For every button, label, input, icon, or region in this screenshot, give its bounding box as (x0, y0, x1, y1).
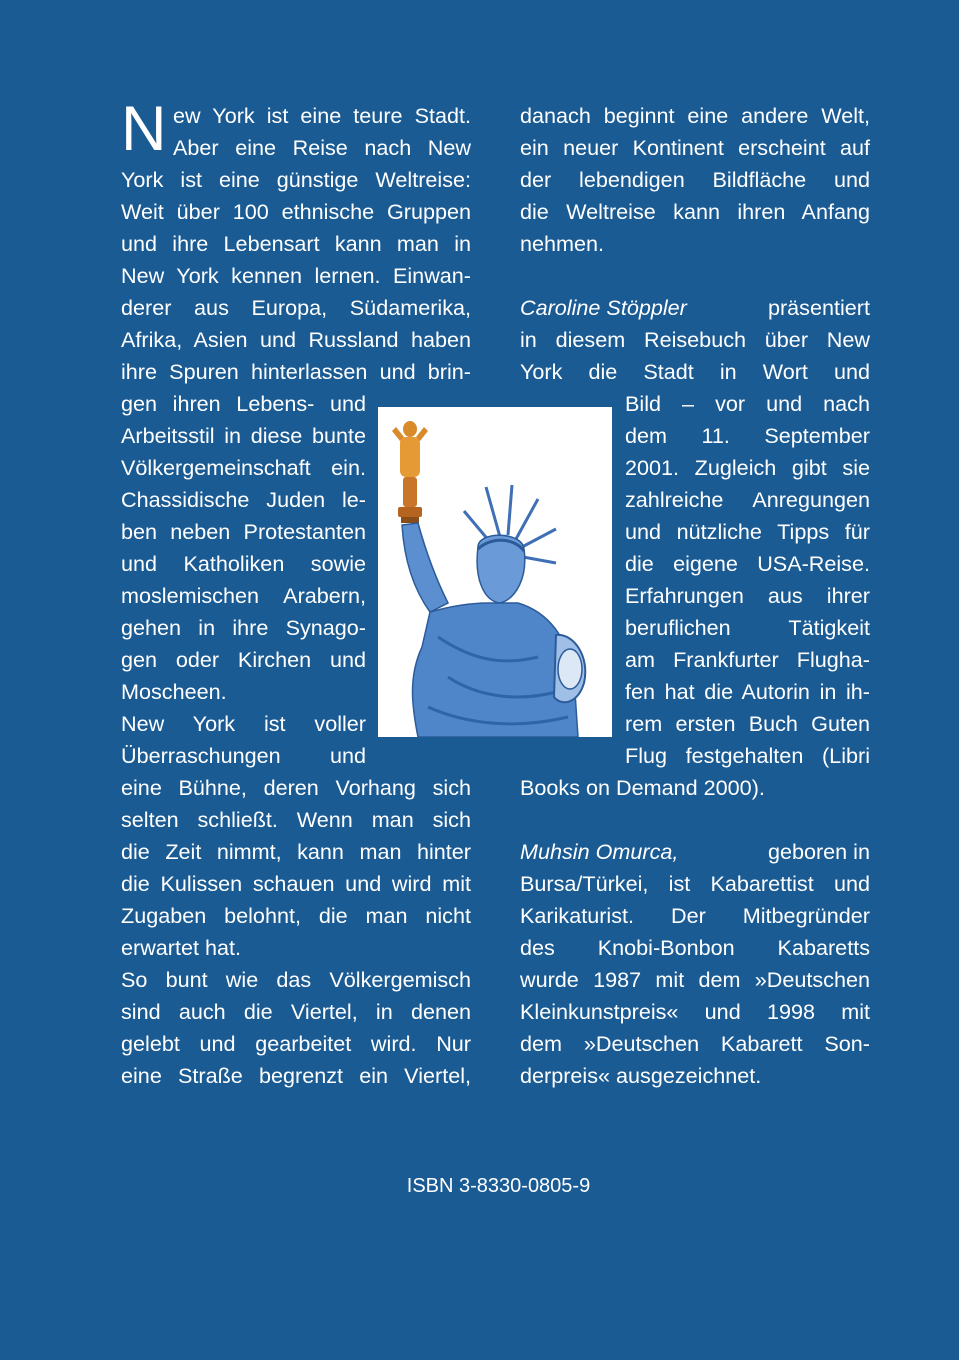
text-line: gen oder Kirchen und (121, 647, 366, 672)
text-line: Afrika, Asien und Russland haben (121, 327, 471, 352)
text-line: Moscheen. (121, 679, 227, 704)
text-line: derpreis« ausgezeichnet. (520, 1063, 762, 1088)
text-line: die Zeit nimmt, kann man hinter (121, 839, 471, 864)
text-line: Flug festgehalten (Libri (625, 743, 870, 768)
text-line: und ihre Lebensart kann man in (121, 231, 471, 256)
text-line: New York kennen lernen. Einwan- (121, 263, 471, 288)
text-line: Karikaturist. Der Mitbegründer (520, 903, 870, 928)
text-line: eine Straße begrenzt ein Viertel, (121, 1063, 471, 1088)
isbn-text: ISBN 3-8330-0805-9 (406, 1175, 591, 1197)
text-line: ein neuer Kontinent erscheint auf (520, 135, 870, 160)
text-line: Weit über 100 ethnische Gruppen (121, 199, 471, 224)
statue-of-liberty-icon (378, 407, 612, 737)
text-line: des Knobi-Bonbon Kabaretts (520, 935, 870, 960)
text-line: erwartet hat. (121, 935, 242, 960)
text-line: Aber eine Reise nach New (173, 135, 471, 160)
text-line: dem 11. September (625, 423, 870, 448)
text-line: ew York ist eine teure Stadt. (173, 103, 471, 128)
text-line: beruflichen Tätigkeit (625, 615, 870, 640)
text-line: gehen in ihre Synago- (121, 615, 366, 640)
torch-trophy (392, 421, 428, 523)
text-line: gelebt und gearbeitet wird. Nur (121, 1031, 471, 1056)
text-line: selten schließt. Wenn man sich (121, 807, 471, 832)
text-line: die Kulissen schauen und wird mit (121, 871, 471, 896)
author-name: Caroline Stöppler (520, 295, 687, 320)
text-line: Bursa/Türkei, ist Kabarettist und (520, 871, 870, 896)
text-line: derer aus Europa, Südamerika, (121, 295, 471, 320)
text-line: die eigene USA-Reise. (625, 551, 870, 576)
text-line: So bunt wie das Völkergemisch (121, 967, 471, 992)
illustrator-paragraph-first-line (520, 836, 870, 868)
statue-of-liberty-illustration (378, 407, 612, 737)
author-paragraph-first-line (520, 292, 870, 324)
text-line: rem ersten Buch Guten (625, 711, 870, 736)
text-line: Books on Demand 2000). (520, 775, 765, 800)
drop-cap: N (121, 94, 167, 164)
text-line: zahlreiche Anregungen (625, 487, 870, 512)
text-line: ihre Spuren hinterlassen und brin- (121, 359, 471, 384)
text-line: York die Stadt in Wort und (520, 359, 870, 384)
text-line: dem »Deutschen Kabarett Son- (520, 1031, 870, 1056)
text-line: Kleinkunstpreis« und 1998 mit (520, 999, 870, 1024)
text-line: Völkergemeinschaft ein. (121, 455, 366, 480)
text-line: Arbeitsstil in diese bunte (121, 423, 366, 448)
text-line: wurde 1987 mit dem »Deutschen (520, 967, 870, 992)
text-line: nehmen. (520, 231, 605, 256)
text-line: York ist eine günstige Weltreise: (121, 167, 471, 192)
text-line: Chassidische Juden le- (121, 487, 366, 512)
text-line: am Frankfurter Flugha- (625, 647, 870, 672)
text-line: moslemischen Arabern, (121, 583, 366, 608)
text-line: der lebendigen Bildfläche und (520, 167, 870, 192)
text-line: 2001. Zugleich gibt sie (625, 455, 870, 480)
text-line: Überraschungen und (121, 743, 366, 768)
text-line: ben neben Protestanten (121, 519, 366, 544)
text-fragment: präsentiert (767, 295, 870, 320)
illustrator-name: Muhsin Omurca, (520, 839, 679, 864)
text-line: Bild – vor und nach (625, 391, 870, 416)
text-line: danach beginnt eine andere Welt, (520, 103, 870, 128)
text-line: gen ihren Lebens- und (121, 391, 366, 416)
text-line: New York ist voller (121, 711, 366, 736)
text-line: in diesem Reisebuch über New (520, 327, 870, 352)
text-line: fen hat die Autorin in ih- (625, 679, 870, 704)
text-line: und Katholiken sowie (121, 551, 366, 576)
text-line: Erfahrungen aus ihrer (625, 583, 870, 608)
text-line: eine Bühne, deren Vorhang sich (121, 775, 471, 800)
text-line: und nützliche Tipps für (625, 519, 870, 544)
isbn (0, 1172, 959, 1200)
text-line: Zugaben belohnt, die man nicht (121, 903, 471, 928)
text-line: sind auch die Viertel, in denen (121, 999, 471, 1024)
text-line: die Weltreise kann ihren Anfang (520, 199, 870, 224)
text-fragment: geboren in (767, 839, 870, 864)
